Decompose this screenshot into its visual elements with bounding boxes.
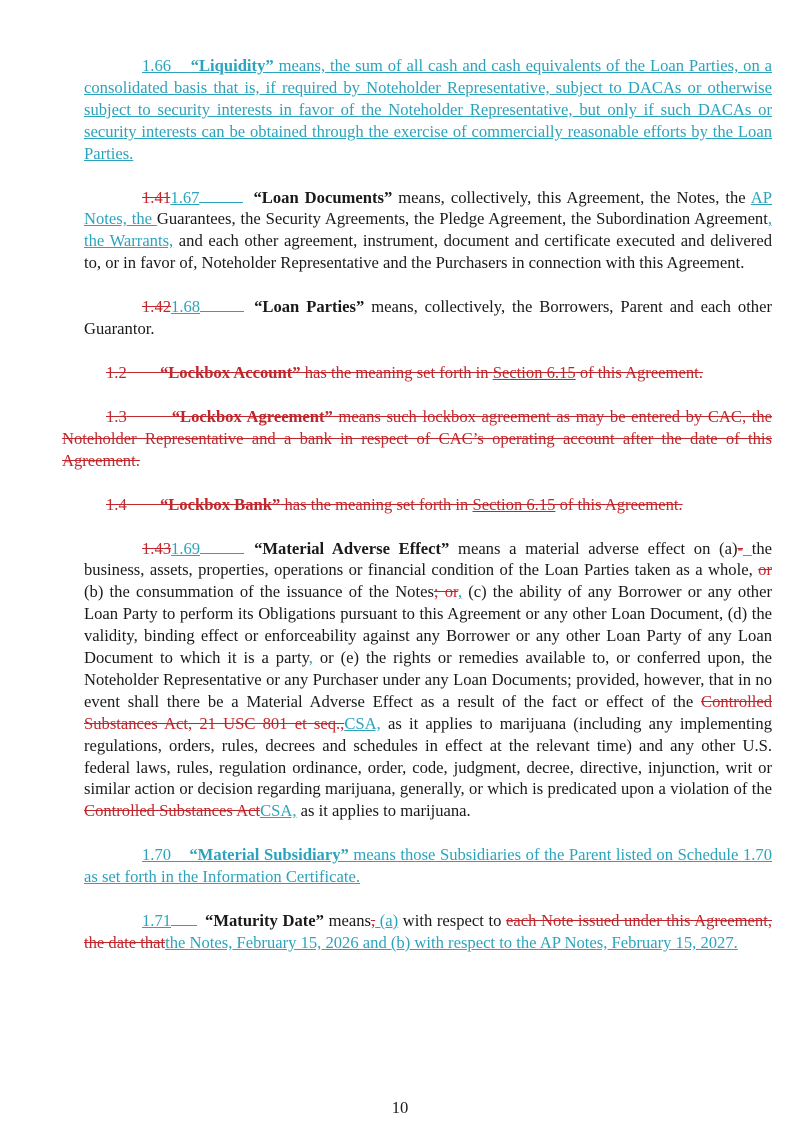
- section-reference: Section 6.15: [472, 494, 556, 514]
- section-number: 1.67: [170, 187, 200, 207]
- defined-term: “Liquidity”: [190, 56, 274, 75]
- deleted-text: ,: [370, 911, 376, 931]
- definition-text: means those Subsidiaries of the Parent listed on Schedule 1.70 as set forth in the Information Certificate.: [84, 845, 773, 887]
- section-loan-parties: 1.421.68 “Loan Parties” means, collectively, the Borrowers, Parent and each other Guarantor.: [84, 297, 772, 339]
- defined-term: “Material Adverse Effect”: [254, 538, 450, 558]
- defined-term: “Loan Parties”: [254, 297, 365, 317]
- inserted-text: CSA,: [260, 801, 297, 821]
- section-number: 1.66: [142, 56, 172, 75]
- deleted-text: Controlled Substances Act, 21 USC 801 et seq.,: [84, 691, 772, 733]
- deleted-text: Controlled Substances Act: [84, 801, 261, 821]
- defined-term: “Lockbox Account”: [159, 362, 301, 382]
- section-number: 1.69: [171, 538, 201, 558]
- section-loan-documents: 1.411.67 “Loan Documents” means, collectively, this Agreement, the Notes, the AP Notes, the Guarantees, the Security Agreements, the Pledge Agreement, the Subordination Agreement, the Warrants, and each other agreement, instrument, document and certificate executed and delivered to, or in favor of, Noteholder Representative and the Purchasers in connection with this Agreement.: [84, 187, 772, 273]
- deleted-text: or: [758, 560, 772, 580]
- inserted-text: ,: [457, 582, 463, 602]
- section-material-adverse-effect: 1.431.69 “Material Adverse Effect” means a material adverse effect on (a)- the business, assets, properties, operations or financial condition of the Loan Parties taken as a whole, or (b) the consummation of the issuance of the Notes; or, (c) the ability of any Borrower or any other Loan Party to perform its Obligations pursuant to this Agreement or any other Loan Document, (d) the validity, binding effect or enforceability against any Borrower or any other Loan Party of any Loan Document to which it is a party, or (e) the rights or remedies available to, or conferred upon, the Noteholder Representative or any Purchaser under any Loan Documents; provided, however, that in no event shall there be a Material Adverse Effect as a result of the fact or effect of the Controlled Substances Act, 21 USC 801 et seq.,CSA, as it applies to marijuana (including any implementing regulations, orders, rules, decrees and schedules in effect at the relevant time) and any other U.S. federal laws, rules, regulation ordinance, order, code, judgment, decree, directive, injunction, writ or similar action or decision regarding marijuana, generally, or which is predicated upon a violation of the Controlled Substances ActCSA, as it applies to marijuana.: [84, 538, 772, 821]
- inserted-text: the Notes, February 15, 2026 and (b) with respect to the AP Notes, February 15, 2027.: [165, 933, 738, 952]
- deleted-text: each Note issued under this Agreement, the date that: [84, 911, 772, 952]
- section-maturity-date: 1.71 “Maturity Date” means, (a) with respect to each Note issued under this Agreement, the date thatthe Notes, February 15, 2026 and (b) with respect to the AP Notes, February 15, 2027.: [84, 911, 772, 952]
- deleted-section-number: 1.41: [142, 187, 171, 207]
- defined-term: “Lockbox Bank”: [159, 494, 281, 514]
- section-number: 1.4: [106, 494, 127, 514]
- section-reference: Section 6.15: [492, 362, 576, 382]
- deleted-text: -: [737, 538, 744, 558]
- inserted-text: AP Notes, the: [84, 187, 772, 229]
- definition-text: means, the sum of all cash and cash equivalents of the Loan Parties, on a consolidated basis that is, if required by Noteholder Representative, subject to DACAs or otherwise subject to security interests in favor of the Noteholder Representative, but only if such DACAs or security interests can be obtained through the exercise of commercially reasonable efforts by the Loan Parties.: [84, 56, 773, 163]
- section-material-subsidiary: [84, 844, 772, 888]
- section-lockbox-account: 1.2 “Lockbox Account” has the meaning set forth in Section 6.15 of this Agreement.: [106, 362, 703, 382]
- deleted-text: ; or: [433, 582, 458, 602]
- deleted-section-number: 1.42: [142, 297, 172, 317]
- inserted-text: CSA,: [344, 713, 381, 733]
- section-number: 1.70: [142, 845, 172, 865]
- defined-term: “Loan Documents”: [253, 187, 393, 207]
- section-lockbox-bank: 1.4 “Lockbox Bank” has the meaning set forth in Section 6.15 of this Agreement.: [106, 494, 683, 514]
- section-number: 1.2: [106, 362, 127, 382]
- section-number: 1.3: [106, 406, 127, 426]
- defined-term: “Maturity Date”: [205, 911, 324, 931]
- inserted-text: [743, 539, 752, 558]
- inserted-text: , the Warrants,: [84, 209, 772, 251]
- deleted-section-number: 1.43: [142, 538, 172, 558]
- section-liquidity: [84, 55, 772, 165]
- defined-term: “Lockbox Agreement”: [171, 406, 333, 426]
- document-page: [62, 55, 773, 954]
- section-number: 1.71: [142, 911, 172, 931]
- section-number: 1.68: [171, 297, 201, 317]
- section-lockbox-agreement: 1.3 “Lockbox Agreement” means such lockbox agreement as may be entered by CAC, the Noteholder Representative and a bank in respect of CAC’s operating account after the date of this Agreement.: [62, 406, 772, 470]
- inserted-text: ,: [308, 648, 313, 668]
- inserted-text: (a): [375, 911, 399, 931]
- defined-term: “Material Subsidiary”: [189, 845, 349, 865]
- page-number: 10: [391, 1098, 409, 1117]
